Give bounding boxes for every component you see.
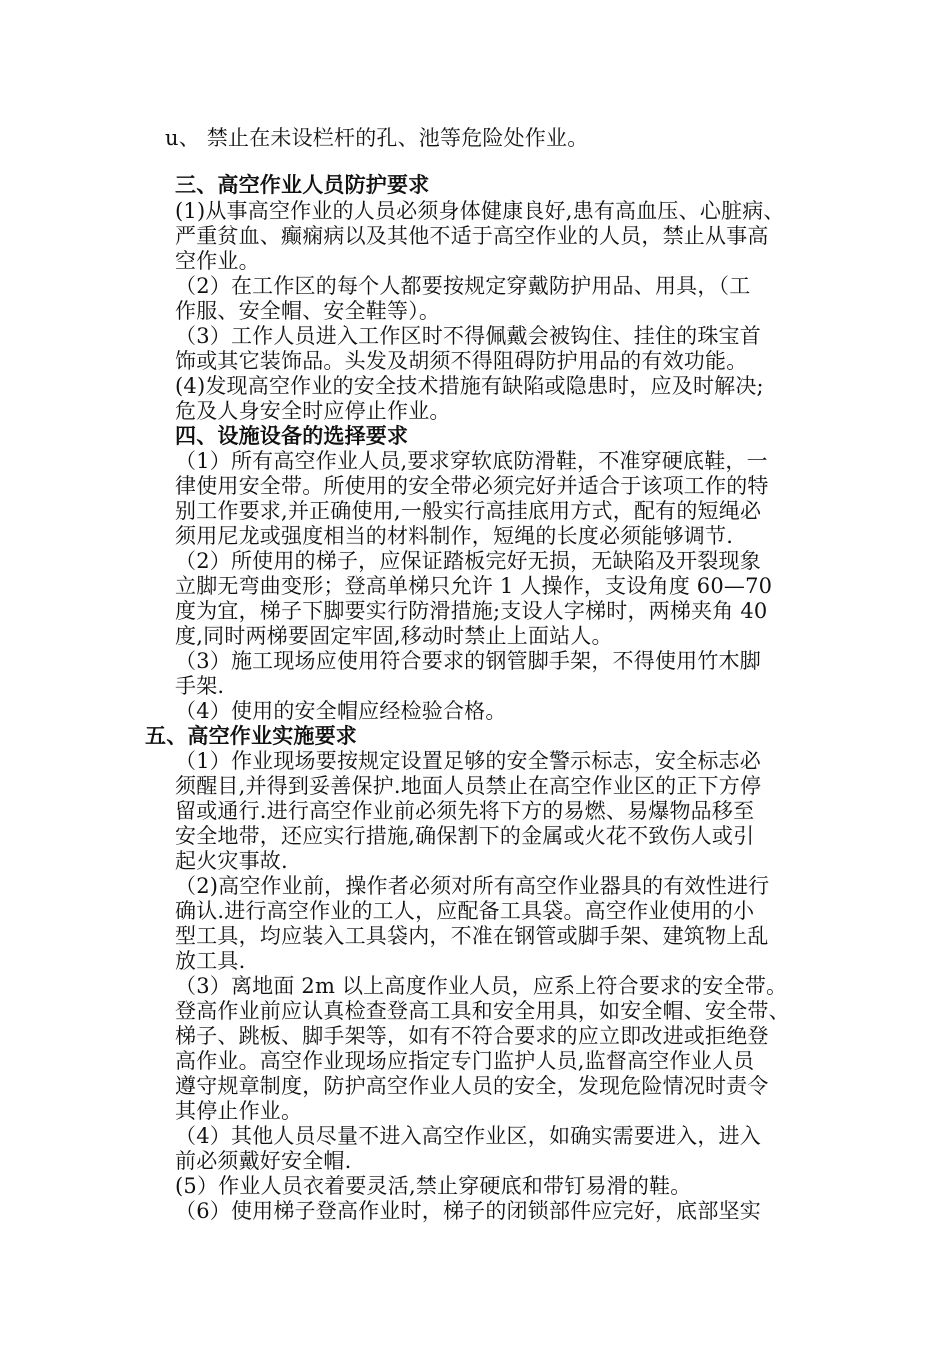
text-line: 其停止作业。 <box>175 1099 303 1123</box>
text-line: 留或通行.进行高空作业前必须先将下方的易燃、易爆物品移至 <box>175 799 755 823</box>
text-line: （6）使用梯子登高作业时，梯子的闭锁部件应完好，底部坚实 <box>175 1199 761 1223</box>
text-line: 梯子、跳板、脚手架等，如有不符合要求的应立即改进或拒绝登 <box>175 1024 769 1048</box>
text-line: （3）施工现场应使用符合要求的钢管脚手架，不得使用竹木脚 <box>175 649 761 673</box>
text-line: （1）所有高空作业人员,要求穿软底防滑鞋，不准穿硬底鞋，一 <box>175 449 768 473</box>
text-line: 律使用安全带。所使用的安全带必须完好并适合于该项工作的特 <box>175 474 769 498</box>
text-line: (4)发现高空作业的安全技术措施有缺陷或隐患时，应及时解决; <box>175 374 764 398</box>
text-line: 空作业。 <box>175 249 260 273</box>
section-heading-3: 三、高空作业人员防护要求 <box>175 172 430 197</box>
text-line: 危及人身安全时应停止作业。 <box>175 399 451 423</box>
text-line: （3）工作人员进入工作区时不得佩戴会被钩住、挂住的珠宝首 <box>175 324 761 348</box>
text-line: 型工具，均应装入工具袋内，不准在钢管或脚手架、建筑物上乱 <box>175 924 769 948</box>
text-line: （2)高空作业前，操作者必须对所有高空作业器具的有效性进行 <box>175 874 770 898</box>
text-line: 须醒目,并得到妥善保护.地面人员禁止在高空作业区的正下方停 <box>175 774 762 798</box>
text-line: 严重贫血、癫痫病以及其他不适于高空作业的人员，禁止从事高 <box>175 224 769 248</box>
text-line: 起火灾事故. <box>175 849 288 873</box>
text-line: （2）在工作区的每个人都要按规定穿戴防护用品、用具，（工 <box>175 274 751 298</box>
text-line: 遵守规章制度，防护高空作业人员的安全，发现危险情况时责令 <box>175 1074 769 1098</box>
text-line: （3）离地面 2m 以上高度作业人员，应系上符合要求的安全带。 <box>175 974 788 998</box>
text-line: （4）其他人员尽量不进入高空作业区，如确实需要进入，进入 <box>175 1124 761 1148</box>
text-line: 手架. <box>175 674 225 698</box>
text-line: 立脚无弯曲变形；登高单梯只允许 1 人操作，支设角度 60—70 <box>175 574 773 598</box>
text-line: 确认.进行高空作业的工人，应配备工具袋。高空作业使用的小 <box>175 899 755 923</box>
text-line: 饰或其它装饰品。头发及胡须不得阻碍防护用品的有效功能。 <box>175 349 748 373</box>
text-line: 登高作业前应认真检查登高工具和安全用具，如安全帽、安全带、 <box>175 999 790 1023</box>
text-line: (1)从事高空作业的人员必须身体健康良好,患有高血压、心脏病、 <box>175 199 785 223</box>
text-line: 度为宜，梯子下脚要实行防滑措施;支设人字梯时，两梯夹角 40 <box>175 599 768 623</box>
section-heading-5: 五、高空作业实施要求 <box>145 723 357 748</box>
text-line: （1）作业现场要按规定设置足够的安全警示标志，安全标志必 <box>175 749 761 773</box>
text-line: 作服、安全帽、安全鞋等）。 <box>175 299 441 323</box>
text-line: （4）使用的安全帽应经检验合格。 <box>175 699 507 723</box>
text-line: (5）作业人员衣着要灵活,禁止穿硬底和带钉易滑的鞋。 <box>175 1174 692 1198</box>
text-line: 放工具. <box>175 949 246 973</box>
text-line: 须用尼龙或强度相当的材料制作，短绳的长度必须能够调节. <box>175 524 734 548</box>
text-line: 别工作要求,并正确使用,一般实行高挂底用方式，配有的短绳必 <box>175 499 762 523</box>
section-heading-4: 四、设施设备的选择要求 <box>175 423 409 448</box>
text-line: 安全地带，还应实行措施,确保割下的金属或火花不致伤人或引 <box>175 824 755 848</box>
text-line: 高作业。高空作业现场应指定专门监护人员,监督高空作业人员 <box>175 1049 755 1073</box>
text-line: （2）所使用的梯子，应保证踏板完好无损，无缺陷及开裂现象 <box>175 549 761 573</box>
text-line: 度,同时两梯要固定牢固,移动时禁止上面站人。 <box>175 624 613 648</box>
text-line: 前必须戴好安全帽. <box>175 1149 352 1173</box>
text-line-forbid: u、 禁止在未设栏杆的孔、池等危险处作业。 <box>165 126 589 150</box>
